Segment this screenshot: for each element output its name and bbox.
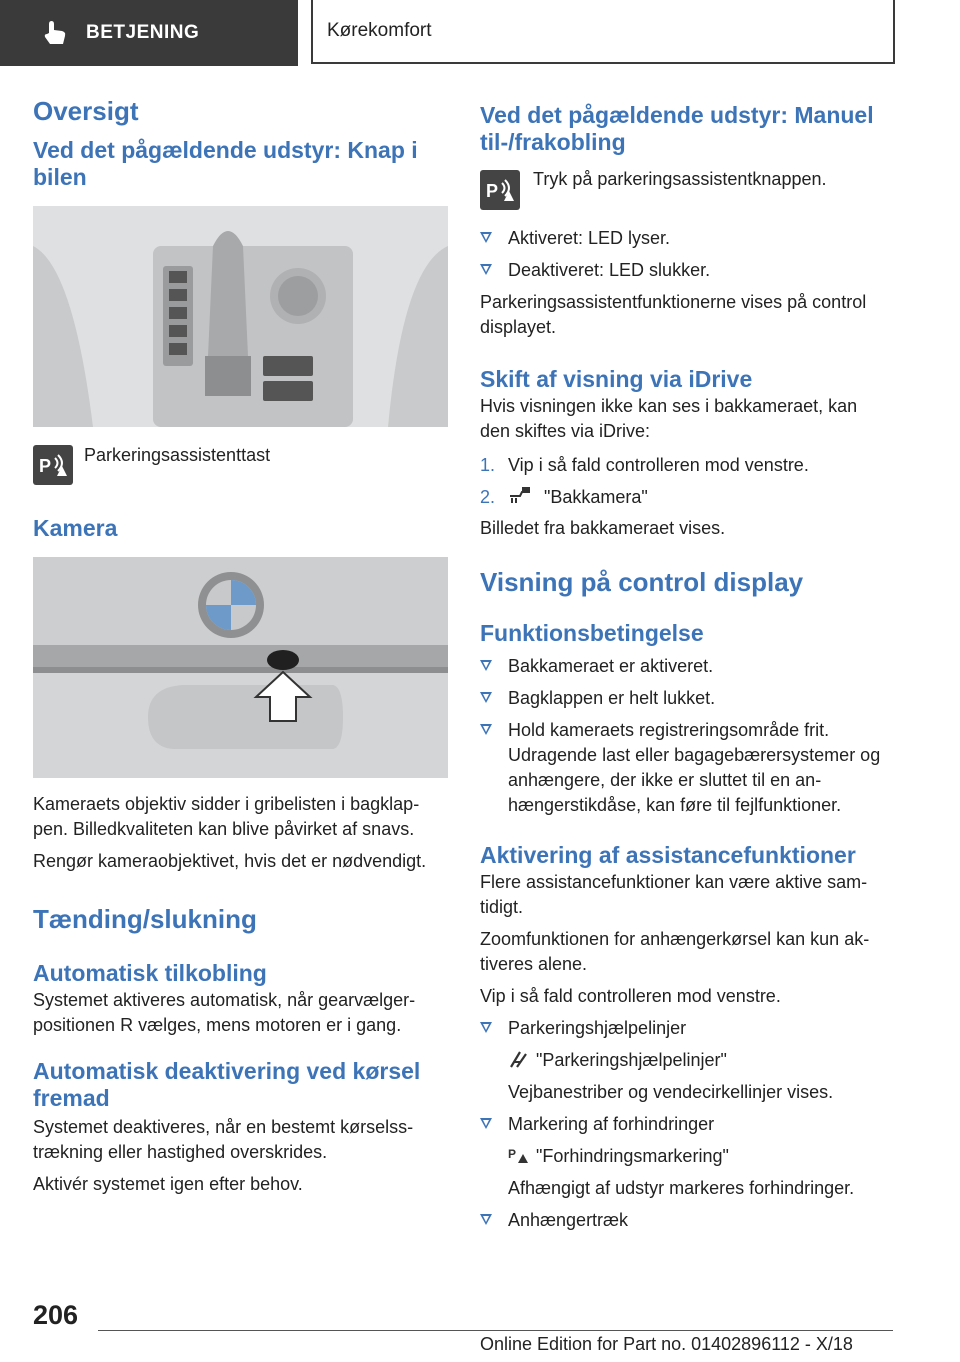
footer-edition: Online Edition for Part no. 01402896112 - X/18 <box>480 1334 853 1354</box>
page-header <box>0 0 960 66</box>
park-assist-button-icon <box>480 170 520 210</box>
menu-note: Afhængigt af udstyr markeres forhindringer. <box>508 1178 855 1198</box>
funktion-bullet-list <box>480 654 892 818</box>
auto-deakt-paragraph-2: Aktivér systemet igen efter behov. <box>33 1174 303 1194</box>
hand-pointer-icon <box>38 16 72 50</box>
svg-text:P: P <box>508 1147 517 1161</box>
menu-line: P "Forhindringsmarkering" <box>508 1146 729 1166</box>
list-item: Bakkameraet er aktiveret. <box>480 654 892 679</box>
caption-row <box>33 445 448 485</box>
triangle-bullet-icon <box>480 264 492 275</box>
manuel-row <box>480 170 892 210</box>
page-number: 206 <box>33 1300 79 1330</box>
heading-taending: Tænding/slukning <box>33 904 257 934</box>
manuel-text: Tryk på parkeringsassistentknappen. <box>533 169 827 189</box>
skift-after: Billedet fra bakkameraet vises. <box>480 518 726 538</box>
triangle-bullet-icon <box>480 692 492 703</box>
aktivering-bullet-list <box>480 1016 892 1233</box>
chapter-tab-label: Kørekomfort <box>327 20 432 41</box>
heading-knap-i-bilen: Ved det pågældende udstyr: Knap i bilen <box>33 137 418 190</box>
auto-deakt-paragraph-1: Systemet deaktiveres, når en bestemt kørselsstrækning eller hastighed overskrides. <box>33 1117 414 1162</box>
skift-steps <box>480 453 892 510</box>
aktivering-paragraph-3: Vip i så fald controlleren mod venstre. <box>480 986 781 1006</box>
footer-divider <box>98 1330 893 1331</box>
manuel-bullet-list <box>480 226 892 283</box>
obstacle-marking-icon <box>508 1146 530 1164</box>
heading-funktionsbetingelse: Funktionsbetingelse <box>480 620 704 646</box>
list-item: Bagklappen er helt lukket. <box>480 686 892 711</box>
heading-automatisk-tilkobling: Automatisk tilkobling <box>33 960 267 986</box>
triangle-bullet-icon <box>480 1022 492 1033</box>
svg-text:P: P <box>39 456 52 476</box>
heading-skift: Skift af visning via iDrive <box>480 366 753 392</box>
triangle-bullet-icon <box>480 1214 492 1225</box>
triangle-bullet-icon <box>480 724 492 735</box>
list-item: Hold kameraets registreringsområde frit. Udragende last eller bagagebærersystemer og anhængere, der ikke er sluttet til en anhængerstikdåse, kan føre til fejlfunktioner. <box>480 718 892 818</box>
list-item: Aktiveret: LED lyser. <box>480 226 892 251</box>
triangle-bullet-icon <box>480 660 492 671</box>
aktivering-paragraph-1: Flere assistancefunktioner kan være aktive samtidigt. <box>480 872 868 917</box>
triangle-bullet-icon <box>480 232 492 243</box>
heading-manuel: Ved det pågældende udstyr: Manuel til-/frakobling <box>480 102 874 155</box>
right-column <box>480 102 892 1233</box>
list-item: Anhængertræk <box>480 1208 892 1233</box>
list-item: 1. Vip i så fald controlleren mod venstre. <box>480 455 809 475</box>
heading-visning: Visning på control display <box>480 567 804 597</box>
list-item: Parkeringshjælpelinjer "Parkeringshjælpelinjer" Vejbanestriber og vendecirkellinjer vises. <box>480 1016 892 1105</box>
section-tab <box>0 0 298 66</box>
kamera-paragraph-2: Rengør kameraobjektivet, hvis det er nødvendigt. <box>33 851 427 871</box>
left-column <box>33 96 448 1197</box>
image-caption: Parkeringsassistenttast <box>84 445 271 465</box>
skift-paragraph: Hvis visningen ikke kan ses i bakkameraet, kan den skiftes via iDrive: <box>480 396 858 441</box>
list-item: Deaktiveret: LED slukker. <box>480 258 892 283</box>
kamera-paragraph-1: Kameraets objektiv sidder i gribelisten i bagklappen. Billedkvaliteten kan blive påvirket af snavs. <box>33 794 420 839</box>
section-tab-label: BETJENING <box>86 22 200 43</box>
heading-kamera: Kamera <box>33 515 118 541</box>
triangle-bullet-icon <box>480 1118 492 1129</box>
list-item: Markering af forhindringer P "Forhindringsmarkering" Afhængigt af udstyr markeres forhindringer. <box>480 1112 892 1201</box>
svg-text:P: P <box>486 181 499 201</box>
parking-guide-lines-icon <box>508 1050 530 1068</box>
chapter-tab <box>311 0 895 64</box>
park-assist-icon <box>33 445 73 485</box>
manuel-paragraph: Parkeringsassistentfunktionerne vises på control displayet. <box>480 292 867 337</box>
aktivering-paragraph-2: Zoomfunktionen for anhængerkørsel kan kun aktiveres alene. <box>480 929 870 974</box>
auto-til-paragraph: Systemet aktiveres automatisk, når gearvælgerpositionen R vælges, mens motoren er i gang. <box>33 990 416 1035</box>
list-item: 2. "Bakkamera" <box>480 487 648 507</box>
rear-camera-image <box>33 557 448 778</box>
rear-camera-icon <box>508 486 534 502</box>
menu-line: "Parkeringshjælpelinjer" <box>508 1048 892 1073</box>
heading-oversigt: Oversigt <box>33 96 139 126</box>
heading-aktivering: Aktivering af assistancefunktioner <box>480 842 856 868</box>
menu-note: Vejbanestriber og vendecirkellinjer vises. <box>508 1082 834 1102</box>
heading-automatisk-deaktivering: Automatisk deaktivering ved kørsel fremad <box>33 1058 421 1111</box>
center-console-image <box>33 206 448 427</box>
